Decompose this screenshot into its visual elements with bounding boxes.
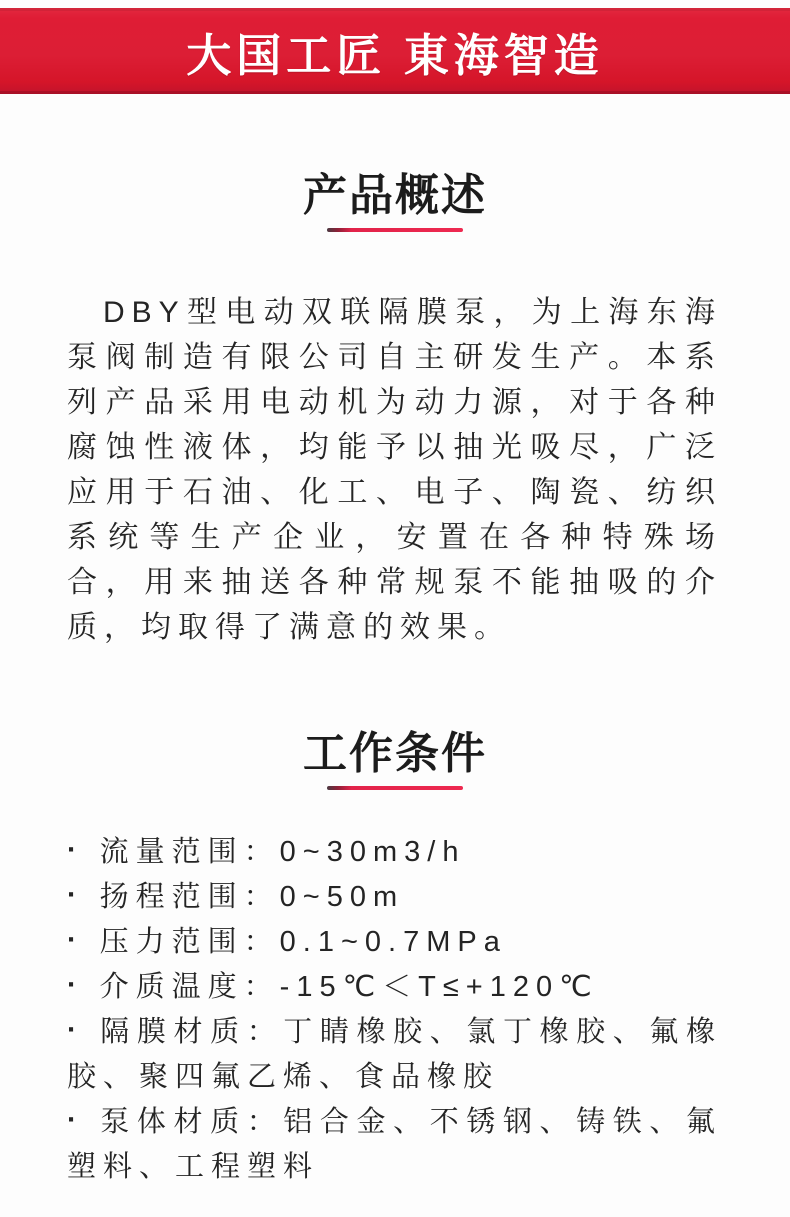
spec-text: 压力范围：0.1~0.7MPa	[99, 926, 507, 958]
section-title-working-conditions: 工作条件	[303, 729, 487, 778]
spec-text: 介质温度：-15℃＜T≤+120℃	[99, 971, 599, 1003]
spec-item-pressure-range	[67, 920, 722, 965]
spec-list	[67, 830, 722, 1190]
spec-item-head-range	[67, 875, 722, 920]
spec-text: 泵体材质：铝合金、不锈钢、铸铁、氟塑料、工程塑料	[67, 1106, 722, 1183]
bullet-dot-icon: ·	[67, 834, 84, 866]
spec-text: 扬程范围：0~50m	[99, 881, 405, 913]
banner	[0, 8, 790, 94]
overview-paragraph: DBY型电动双联隔膜泵，为上海东海泵阀制造有限公司自主研发生产。本系列产品采用电动机为动力源，对于各种腐蚀性液体，均能予以抽光吸尽，广泛应用于石油、化工、电子、陶瓷、纺织系统等生产企业，安置在各种特殊场合，用来抽送各种常规泵不能抽吸的介质，均取得了满意的效果。	[67, 296, 722, 644]
bullet-dot-icon: ·	[67, 879, 84, 911]
bullet-dot-icon: ·	[67, 924, 84, 956]
title-underline-accent	[327, 228, 463, 232]
section-working-conditions	[0, 726, 790, 1190]
spec-item-pump-body-material	[67, 1100, 722, 1190]
banner-title: 大国工匠 東海智造	[186, 29, 604, 81]
spec-item-diaphragm-material	[67, 1010, 722, 1100]
bullet-dot-icon: ·	[67, 1014, 84, 1046]
section-title-overview: 产品概述	[303, 171, 487, 220]
spec-item-medium-temperature	[67, 965, 722, 1010]
spec-item-flow-range	[67, 830, 722, 875]
bullet-dot-icon: ·	[67, 1104, 84, 1136]
spec-text: 隔膜材质：丁睛橡胶、氯丁橡胶、氟橡胶、聚四氟乙烯、食品橡胶	[67, 1016, 722, 1093]
section-overview	[0, 168, 790, 650]
spec-text: 流量范围：0~30m3/h	[99, 836, 466, 868]
bullet-dot-icon: ·	[67, 969, 84, 1001]
title-underline-accent	[327, 786, 463, 790]
